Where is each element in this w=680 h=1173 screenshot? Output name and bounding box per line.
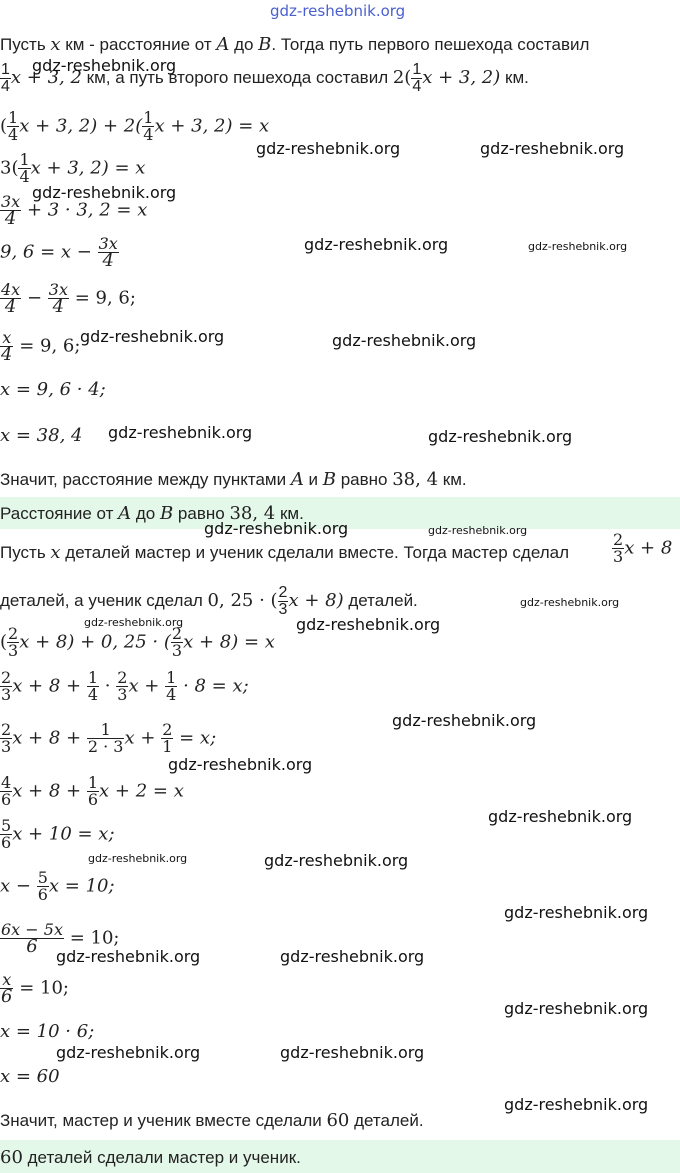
p1-answer: Расстояние от A до B равно 38, 4 км. — [0, 503, 304, 524]
p2-eq2-frac-c: $\frac{2}{3}$ — [117, 668, 128, 704]
p2-eq8: $\frac{x}{6}$ = 10; — [1, 970, 69, 1007]
p2-eq2-frac-d: $\frac{1}{4}$ — [166, 668, 177, 704]
p1-intro-d: . Тогда путь первого пешехода составил — [271, 35, 590, 54]
p2-line2-frac: $\frac{2}{3}$ — [278, 584, 288, 618]
p1-eq7: x = 9, 6 · 4; — [0, 379, 106, 400]
p1-eq2-frac: $\frac{1}{4}$ — [19, 150, 30, 186]
watermark: gdz-reshebnik.org — [428, 427, 573, 446]
p1-path-expr2: x + 3, 2) — [422, 66, 501, 88]
p2-intro-expr: $\frac{2}{3}$ x + 8 — [613, 530, 673, 566]
p2-eq8-frac: $\frac{x}{6}$ — [1, 970, 13, 1007]
watermark-top: gdz-reshebnik.org — [270, 2, 406, 20]
p2-answer-box — [0, 1140, 680, 1173]
watermark: gdz-reshebnik.org — [32, 183, 177, 202]
watermark: gdz-reshebnik.org — [296, 615, 441, 634]
p1-eq6: $\frac{x}{4}$ = 9, 6; — [1, 328, 81, 365]
p2-eq9: x = 10 · 6; — [0, 1021, 95, 1042]
p2-answer: 60 деталей сделали мастер и ученик. — [0, 1147, 301, 1168]
p1-intro-c: до — [229, 35, 259, 54]
p2-eq4: $\frac{4}{6}$ x + 8 + $\frac{1}{6}$ x + 2 = x — [1, 773, 184, 809]
p2-eq1-frac-b: $\frac{2}{3}$ — [171, 624, 183, 660]
watermark: gdz-reshebnik.org — [80, 327, 225, 346]
p2-eq1-frac-a: $\frac{2}{3}$ — [8, 624, 19, 660]
watermark: gdz-reshebnik.org — [304, 235, 449, 254]
p1-path-km: км. — [500, 67, 529, 87]
p1-var-x: x — [50, 34, 61, 55]
p2-eq4-frac-b: $\frac{1}{6}$ — [87, 773, 99, 809]
p1-eq1-frac-a: $\frac{1}{4}$ — [8, 108, 19, 144]
p1-eq4: 9, 6 = x − $\frac{3x}{4}$ — [0, 234, 118, 271]
p2-eq6-frac: $\frac{5}{6}$ — [37, 868, 48, 904]
p1-intro-line — [0, 35, 589, 55]
p1-eq4-frac: $\frac{3x}{4}$ — [98, 234, 118, 271]
p2-intro-frac: $\frac{2}{3}$ — [613, 530, 624, 566]
p1-eq6-frac: $\frac{x}{4}$ — [1, 328, 13, 365]
p2-conclusion: Значит, мастер и ученик вместе сделали 60 деталей. — [0, 1110, 424, 1131]
p2-eq2-frac-b: $\frac{1}{4}$ — [87, 668, 99, 704]
watermark: gdz-reshebnik.org — [428, 524, 528, 537]
p2-eq7: $\frac{6x - 5x}{6}$ = 10; — [1, 920, 120, 957]
p1-eq5-frac-b: $\frac{3x}{4}$ — [48, 280, 68, 317]
p1-eq2: 3( $\frac{1}{4}$ x + 3, 2) = x — [0, 150, 146, 186]
p1-intro-a: Пусть — [0, 35, 51, 54]
p1-var-A: A — [216, 34, 230, 55]
p1-eq8: x = 38, 4 — [0, 425, 83, 446]
watermark: gdz-reshebnik.org — [264, 851, 409, 870]
watermark: gdz-reshebnik.org — [204, 519, 349, 538]
p2-eq3-frac-c: $\frac{2}{1}$ — [162, 720, 173, 756]
p2-eq5-frac: $\frac{5}{6}$ — [1, 816, 12, 852]
p1-path-expr: x + 3, 2 — [10, 66, 82, 88]
watermark: gdz-reshebnik.org — [520, 596, 620, 609]
p2-eq4-frac-a: $\frac{4}{6}$ — [1, 773, 12, 809]
p2-eq3-frac-b: $\frac{1}{2 \cdot 3}$ — [87, 720, 124, 756]
p1-frac-1-4b: $\frac{1}{4}$ — [412, 61, 422, 95]
watermark: gdz-reshebnik.org — [488, 807, 633, 826]
p2-eq2-frac-a: $\frac{2}{3}$ — [1, 668, 12, 704]
p1-eq3: $\frac{3x}{4}$ + 3 · 3, 2 = x — [1, 192, 148, 229]
p2-eq6: x − $\frac{5}{6}$ x = 10; — [0, 868, 115, 904]
p2-line2: деталей, а ученик сделал 0, 25 · ( $\frac{2}{3}$ x + 8) деталей. — [0, 584, 418, 618]
p1-eq1-frac-b: $\frac{1}{4}$ — [143, 108, 154, 144]
watermark: gdz-reshebnik.org — [528, 240, 628, 253]
p2-eq3-frac-a: $\frac{2}{3}$ — [1, 720, 12, 756]
p1-var-B: B — [258, 34, 272, 55]
p1-eq5-frac-a: $\frac{4x}{4}$ — [1, 280, 21, 317]
watermark: gdz-reshebnik.org — [280, 947, 425, 966]
p2-eq3: $\frac{2}{3}$ x + 8 + $\frac{1}{2 \cdot 3}$ x + $\frac{2}{1}$ = x; — [1, 720, 217, 756]
p1-eq3-frac: $\frac{3x}{4}$ — [1, 192, 21, 229]
p2-intro-line: Пусть x деталей мастер и ученик сделали вместе. Тогда мастер сделал — [0, 542, 570, 563]
p2-eq7-frac: $\frac{6x - 5x}{6}$ — [1, 920, 63, 957]
p1-eq1: ( $\frac{1}{4}$ x + 3, 2) + 2( $\frac{1}{4}$ x + 3, 2) = x — [0, 108, 270, 144]
p2-eq5: $\frac{5}{6}$ x + 10 = x; — [1, 816, 115, 852]
watermark: gdz-reshebnik.org — [480, 139, 625, 158]
watermark: gdz-reshebnik.org — [392, 711, 537, 730]
watermark: gdz-reshebnik.org — [280, 1043, 425, 1062]
watermark: gdz-reshebnik.org — [504, 1095, 649, 1114]
p1-conclusion: Значит, расстояние между пунктами A и B равно 38, 4 км. — [0, 469, 467, 490]
watermark: gdz-reshebnik.org — [256, 139, 401, 158]
watermark: gdz-reshebnik.org — [504, 903, 649, 922]
watermark: gdz-reshebnik.org — [108, 423, 253, 442]
watermark: gdz-reshebnik.org — [88, 852, 188, 865]
watermark: gdz-reshebnik.org — [332, 331, 477, 350]
p1-path-2: 2( — [392, 66, 412, 88]
p1-path-text: км, а путь второго пешехода составил — [81, 67, 393, 87]
watermark: gdz-reshebnik.org — [168, 755, 313, 774]
p1-frac-1-4: $\frac{1}{4}$ — [1, 61, 10, 95]
watermark: gdz-reshebnik.org — [56, 1043, 201, 1062]
watermark: gdz-reshebnik.org — [32, 56, 177, 75]
watermark: gdz-reshebnik.org — [84, 616, 184, 629]
p1-intro-b: км - расстояние от — [60, 35, 217, 54]
p1-eq5: $\frac{4x}{4}$ − $\frac{3x}{4}$ = 9, 6; — [1, 280, 136, 317]
watermark: gdz-reshebnik.org — [504, 999, 649, 1018]
p2-eq10: x = 60 — [0, 1066, 60, 1087]
p2-eq1: ( $\frac{2}{3}$ x + 8) + 0, 25 · ( $\frac{2}{3}$ x + 8) = x — [0, 624, 275, 660]
watermark: gdz-reshebnik.org — [56, 947, 201, 966]
p2-eq2: $\frac{2}{3}$ x + 8 + $\frac{1}{4}$ · $\frac{2}{3}$ x + $\frac{1}{4}$ · 8 = x; — [1, 668, 249, 704]
